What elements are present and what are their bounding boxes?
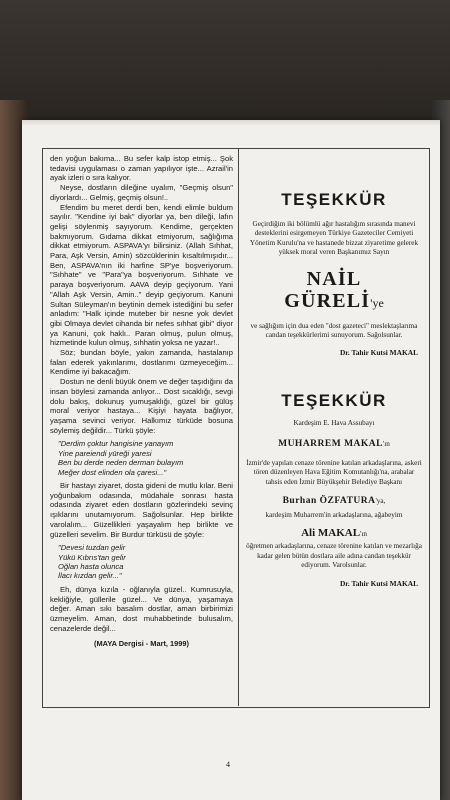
article-paragraph: Efendim bu meret derdi ben, kendi elimle buldum sayılır. "Kendine iyi bak" diyorlar ya, ben dileği, lafın gelişi söylenmiş sayıyorum. Kendime, gerçekten bakmıyorum. Gıdama dikkat etmiyorum, sağlığıma dikkat etmiyorum. ASPAVA'yı bilirsiniz. (Allah Sıhhat, Para, Aşk Versin, Amin) sözcüklerinin kısaltılmışıdır... Ben, ASPAVA'nın iki harfine SP'ye boşveriyorum. "Sıhhate" ve "Para"ya boşveriyorum. Sıhhate ve paraya boşveriyorum. AAVA deyip geçiyorum. Yani "Allah Aşk Versin, Amin.." deyip geçiyorum. Kanuni Sultan Süleyman'ın beytinin demek istediğini bu sefer anladım: "Halk içinde muteber bir nesne yok devlet gibi Olmaya devlet cihanda bir nefes sıhhat gibi" diyor ya Kanuni, çok haklı.. Paran olmuş, pulun olmuş, hizmetinde kulun olmuş, sıhhatin yoksa ne yazar!.. <box>50 202 233 348</box>
article-column <box>50 154 233 649</box>
article-paragraph: Söz; bundan böyle, yakın zamanda, hastalanıp falan ederek yakınlarımı, dostlarımı üzmeyeceğim... Kendime iyi bakacağım. <box>50 348 233 377</box>
article-paragraph: Neyse, dostların dileğine uyalım, "Geçmiş olsun" diyorlardı... Gelmiş, geçmiş olsun!.. <box>50 183 233 202</box>
honoree-suffix: 'ye <box>370 295 384 310</box>
mayor-suffix: 'ya, <box>375 497 386 506</box>
deceased-suffix: 'ın <box>383 439 390 448</box>
brother-name-row <box>246 523 422 541</box>
column-divider <box>238 148 239 706</box>
thanks2-body3: öğretmen arkadaşlarına, cenaze törenine katılan ve mezarlığa kadar gelen bütün dostlara aile adına candan teşekkür ediyorum. Varolsunlar. <box>246 542 422 570</box>
article-paragraph: Bir hastayı ziyaret, dosta gideni de mutlu kılar. Beni yoğunbakım odasında, müdahale sonrası hasta odasında ziyaret eden dostların gözlerindeki sevinç ışıklarını unutamıyorum. Sağolsunlar. Hep birlikte varolalım... Güzellikleri yaşayalım hep birlikte ve güzelleri sevelim. Bir Burdur türküsü de şöyle: <box>50 481 233 539</box>
poem-line: Oğlan hasta olunca <box>58 562 124 572</box>
thanks-body-1: Geçirdiğim iki bölümlü ağır hastalığım sırasında manevi desteklerini esirgemeyen Türkiye Gazeteciler Cemiyeti Yönetim Kurulu'na ve hastanede bizzat ziyaretime gelerek yüksek moral veren Başkanımız Sayın <box>249 220 419 257</box>
thanks-body-2: ve sağlığım için dua eden "dost gazeteci" meslektaşlarıma candan teşekkürlerimi sunuyorum. Sağolsunlar. <box>250 321 418 340</box>
deceased-name-row <box>246 433 422 451</box>
poem-line: Ben bu derde neden derman bulayım <box>58 458 184 468</box>
poem-line: Yükü Kıbrıs'tan gelir <box>58 552 126 562</box>
background-top <box>0 0 450 120</box>
poem-1 <box>58 439 233 477</box>
thanks2-body: İzmir'de yapılan cenaze törenine katılan arkadaşlarına, askeri tören düzenleyen Hava Eğitim Komutanlığı'na, arabalar tahsis eden İzmir Büyükşehir Belediye Başkanı <box>246 458 422 486</box>
honoree-name-line1: NAİL <box>306 267 362 290</box>
article-paragraph: Dostun ne denli büyük önem ve değer taşıdığını da insan böylesi zamanda anlıyor... Dost sıcaklığı, sevgi dolu bakış, dokunuş yumuşaklığı, güzel bir gülüş moral veriyor hastaya... Kişiyi hayata bağlıyor, yaşama sevinci veriyor. Halkımız türküde bosuna söylemiş değildir... Türkü şöyle: <box>50 377 233 435</box>
page-number: 4 <box>226 760 230 769</box>
thanks-title-1: TEŞEKKÜR <box>281 190 387 209</box>
mayor-name: Burhan ÖZFATURA <box>282 496 376 507</box>
signature-2: Dr. Tahir Kutsi MAKAL <box>339 578 418 588</box>
signature-1: Dr. Tahir Kutsi MAKAL <box>339 348 418 358</box>
thanks2-body2: kardeşim Muharrem'in arkadaşlarına, ağabeyim <box>265 511 403 520</box>
deceased-name: MUHARREM MAKAL <box>278 438 383 449</box>
poem-line: İlacı kızdan gelir..." <box>58 571 122 581</box>
thanks-title-2: TEŞEKKÜR <box>281 391 387 411</box>
article-paragraph: den yoğun bakıma... Bu sefer kalp istop etmiş... Şok tedavisi uygulaması o zaman yapılıyor işte... Azrail'in ayak izleri o sıra kalıyor. <box>50 154 233 183</box>
honoree-name: GÜRELİ <box>284 289 371 312</box>
page-edge <box>22 120 440 126</box>
poem-2 <box>58 543 233 581</box>
poem-line: Meğer dost elinden ola çaresi..." <box>58 467 167 477</box>
poem-line: "Devesi tuzdan gelir <box>58 543 126 553</box>
mayor-name-row <box>246 490 422 508</box>
thanks-column <box>246 154 422 588</box>
poem-line: Yine pareiendi yüreği yaresi <box>58 448 152 458</box>
brother-suffix: 'ın <box>360 530 367 539</box>
brother-name: Ali MAKAL <box>301 527 361 540</box>
article-source: (MAYA Dergisi - Mart, 1999) <box>94 639 189 649</box>
thanks2-line1: Kardeşim E. Hava Assubayı <box>293 419 375 428</box>
poem-line: "Derdim çoktur hangisine yanayım <box>58 439 174 449</box>
honoree-name-line2 <box>246 290 422 314</box>
article-paragraph: Eh, dünya kızıla - oğlanıyla güzel.. Kumrusuyla, kekliğiyle, güllerile güzel... Ve dünya, yaşamaya değer. Aman sıkı basalım dostlar, aman birbirimizi üzmeyelim. Aman, dost muhabbetinde bulusalım, cenazelerde değil... <box>50 584 233 633</box>
